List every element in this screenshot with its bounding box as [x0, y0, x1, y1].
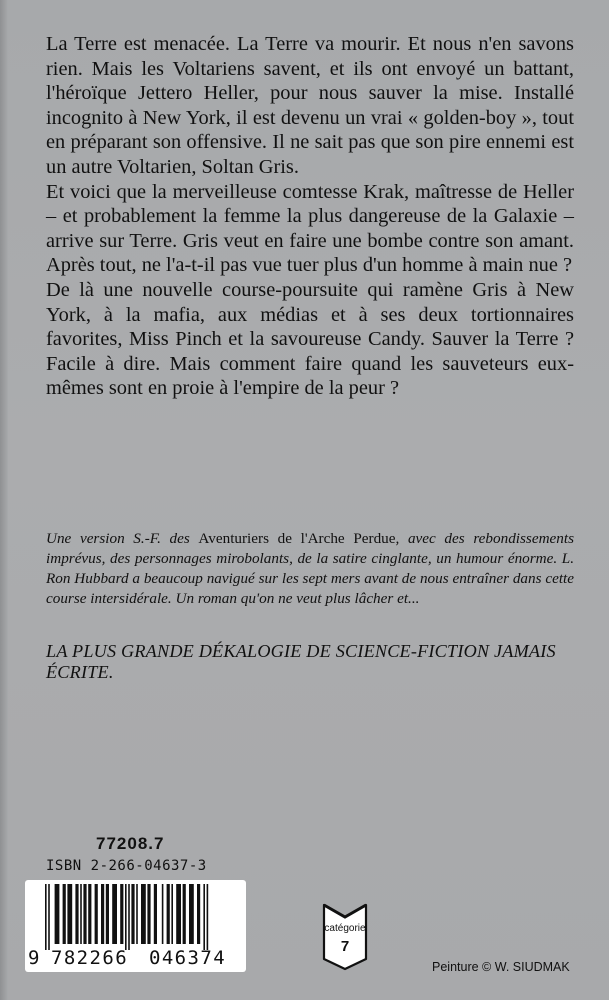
- barcode-bar: [112, 884, 117, 944]
- barcode-first-digit: 9: [28, 947, 40, 969]
- barcode-bar: [125, 884, 127, 950]
- barcode-bar: [95, 884, 98, 944]
- barcode-bar: [183, 884, 186, 944]
- synopsis-paragraph-2: Et voici que la merveilleuse comtesse Krak, maîtresse de Heller – et probablement la femme la plus dangereuse de la Galaxie – arrive sur Terre. Gris veut en faire une bombe contre son amant. Après tout, ne l'a-t-il pas vue tuer plus d'un homme à main nue ?: [46, 180, 574, 277]
- barcode-bar: [197, 884, 200, 944]
- barcode-digits: [25, 946, 246, 970]
- quote-part-2: , avec des rebondissements imprévus, des personnages mirobolants, de la satire cinglante, un humour énorme. L. Ron Hubbard a beaucoup navigué sur les sept mers avant de nous entraîner dans cette course intersidérale. Un roman qu'on ne veut plus lâcher et...: [46, 530, 574, 607]
- category-label: catégorie: [324, 923, 366, 934]
- barcode-bar: [80, 884, 82, 944]
- chevron-badge-icon: [322, 903, 368, 971]
- barcode-bar: [45, 884, 47, 950]
- barcode-bar: [88, 884, 91, 944]
- barcode-bar: [67, 884, 72, 944]
- barcode-bar: [167, 884, 170, 944]
- category-number: 7: [340, 938, 350, 955]
- barcode-bar: [189, 884, 194, 944]
- synopsis: [46, 32, 574, 401]
- press-quote: [46, 529, 574, 609]
- barcode-bar: [154, 884, 157, 944]
- catalog-number: 77208.7: [96, 834, 165, 853]
- quote-film-title: Aventuriers de l'Arche Perdue: [198, 530, 396, 547]
- barcode-bar: [63, 884, 66, 944]
- synopsis-paragraph-1: La Terre est menacée. La Terre va mourir. Et nous n'en savons rien. Mais les Voltariens savent, et ils ont envoyé un battant, l'héroïque Jettero Heller, pour nous sauver la mise. Installé incognito à New York, il est devenu un vrai « golden-boy », tout en préparant son offensive. Il ne sait pas que son pire ennemi est un autre Voltarien, Soltan Gris.: [46, 33, 574, 178]
- barcode-bar: [207, 884, 209, 950]
- barcode-bar: [176, 884, 181, 944]
- barcode-bar: [141, 884, 146, 944]
- barcode-bar: [147, 884, 150, 944]
- synopsis-paragraph-3: De là une nouvelle course-poursuite qui ramène Gris à New York, à la mafia, aux médias et à ses deux tortionnaires favorites, Miss Pinch et la savoureuse Candy. Sauver la Terre ? Facile à dire. Mais comment faire quand les sauveteurs eux-mêmes sont en proie à l'empire de la peur ?: [46, 278, 574, 400]
- barcode-bar: [171, 884, 173, 944]
- isbn: ISBN 2-266-04637-3: [46, 858, 207, 874]
- barcode-left-group: 782266: [51, 947, 129, 969]
- cover-art-credit: Peinture © W. SIUDMAK: [432, 960, 570, 974]
- barcode-bar: [128, 884, 130, 950]
- barcode-bar: [106, 884, 109, 944]
- cover-spine-edge: [0, 0, 8, 1000]
- barcode-bars: [25, 880, 246, 950]
- barcode-bar: [101, 884, 104, 944]
- barcode-bar: [131, 884, 134, 944]
- barcode-bar: [203, 884, 205, 950]
- barcode-bar: [75, 884, 78, 944]
- barcode-bar: [48, 884, 50, 950]
- barcode-right-group: 046374: [149, 947, 227, 969]
- barcode-bar: [55, 884, 60, 944]
- barcode-bar: [120, 884, 123, 944]
- barcode-bar: [136, 884, 138, 944]
- tagline: LA PLUS GRANDE DÉKALOGIE DE SCIENCE-FICTION JAMAIS ÉCRITE.: [46, 641, 556, 682]
- quote-part-1: Une version S.-F. des: [46, 530, 199, 547]
- barcode: [25, 880, 246, 972]
- barcode-bar: [162, 884, 164, 944]
- category-badge: [322, 903, 368, 971]
- barcode-bar: [83, 884, 86, 944]
